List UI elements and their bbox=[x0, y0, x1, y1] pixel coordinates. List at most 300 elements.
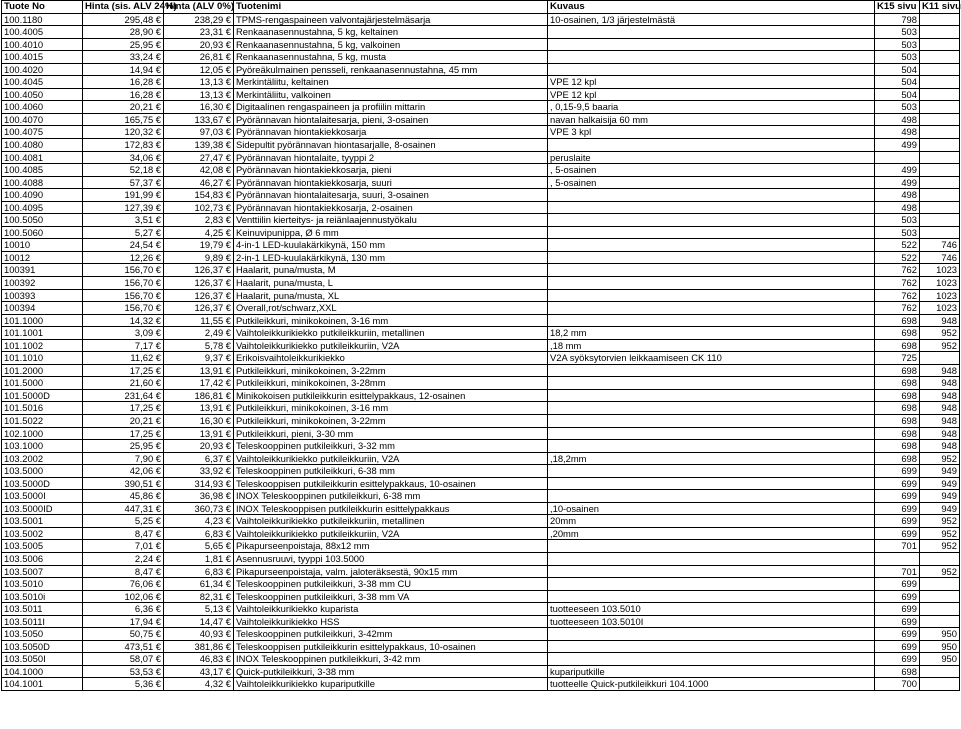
cell-price-excl-vat: 13,91 € bbox=[164, 364, 234, 377]
cell-product-name: Putkileikkuri, minikokoinen, 3-22mm bbox=[234, 364, 548, 377]
table-row bbox=[2, 640, 960, 653]
cell-price-incl-vat: 156,70 € bbox=[83, 289, 164, 302]
table-row bbox=[2, 490, 960, 503]
cell-k11-page bbox=[920, 678, 960, 691]
cell-k11-page bbox=[920, 138, 960, 151]
cell-description bbox=[548, 490, 875, 503]
cell-k15-page: 762 bbox=[875, 302, 920, 315]
cell-k15-page: 698 bbox=[875, 339, 920, 352]
cell-price-incl-vat: 172,83 € bbox=[83, 138, 164, 151]
cell-description: peruslaite bbox=[548, 151, 875, 164]
cell-k15-page: 504 bbox=[875, 63, 920, 76]
cell-product-no: 103.5050 bbox=[2, 628, 83, 641]
cell-product-no: 103.5002 bbox=[2, 527, 83, 540]
cell-product-no: 103.5006 bbox=[2, 553, 83, 566]
cell-product-name: Teleskooppinen putkileikkuri, 3-38 mm VA bbox=[234, 590, 548, 603]
cell-price-excl-vat: 40,93 € bbox=[164, 628, 234, 641]
cell-k15-page: 504 bbox=[875, 88, 920, 101]
cell-k11-page: 950 bbox=[920, 640, 960, 653]
cell-k11-page bbox=[920, 51, 960, 64]
cell-k15-page: 698 bbox=[875, 440, 920, 453]
cell-description bbox=[548, 565, 875, 578]
cell-product-name: Haalarit, puna/musta, XL bbox=[234, 289, 548, 302]
cell-product-no: 101.1000 bbox=[2, 314, 83, 327]
cell-k11-page: 948 bbox=[920, 440, 960, 453]
cell-price-incl-vat: 5,36 € bbox=[83, 678, 164, 691]
cell-product-no: 100.4045 bbox=[2, 76, 83, 89]
cell-price-incl-vat: 17,25 € bbox=[83, 427, 164, 440]
cell-price-excl-vat: 4,25 € bbox=[164, 226, 234, 239]
cell-product-no: 102.1000 bbox=[2, 427, 83, 440]
cell-description bbox=[548, 251, 875, 264]
cell-k11-page: 949 bbox=[920, 502, 960, 515]
table-row bbox=[2, 113, 960, 126]
cell-price-excl-vat: 17,42 € bbox=[164, 377, 234, 390]
cell-product-name: Pikapurseenpoistaja, 88x12 mm bbox=[234, 540, 548, 553]
table-row bbox=[2, 427, 960, 440]
cell-k15-page: 503 bbox=[875, 226, 920, 239]
cell-description bbox=[548, 389, 875, 402]
cell-product-no: 104.1001 bbox=[2, 678, 83, 691]
cell-price-excl-vat: 102,73 € bbox=[164, 201, 234, 214]
table-row bbox=[2, 214, 960, 227]
cell-description bbox=[548, 364, 875, 377]
cell-k15-page: 698 bbox=[875, 327, 920, 340]
cell-k11-page: 1023 bbox=[920, 302, 960, 315]
cell-k11-page: 948 bbox=[920, 364, 960, 377]
cell-product-name: INOX Teleskooppinen putkileikkuri, 3-42 mm bbox=[234, 653, 548, 666]
cell-price-incl-vat: 12,26 € bbox=[83, 251, 164, 264]
table-row bbox=[2, 51, 960, 64]
cell-description bbox=[548, 214, 875, 227]
cell-product-name: Teleskooppisen putkileikkurin esittelypakkaus, 10-osainen bbox=[234, 477, 548, 490]
cell-product-name: Vaihtoleikkurikiekko kupariputkille bbox=[234, 678, 548, 691]
cell-k11-page: 949 bbox=[920, 490, 960, 503]
cell-description bbox=[548, 465, 875, 478]
cell-product-name: Pyörännavan hiontakiekkosarja, pieni bbox=[234, 164, 548, 177]
table-row bbox=[2, 314, 960, 327]
cell-price-excl-vat: 9,37 € bbox=[164, 352, 234, 365]
cell-product-name: TPMS-rengaspaineen valvontajärjestelmäsarja bbox=[234, 13, 548, 26]
header-description: Kuvaus bbox=[548, 1, 875, 14]
cell-description bbox=[548, 138, 875, 151]
cell-k15-page: 698 bbox=[875, 402, 920, 415]
table-row bbox=[2, 327, 960, 340]
cell-product-no: 100.1180 bbox=[2, 13, 83, 26]
cell-product-no: 100.5060 bbox=[2, 226, 83, 239]
cell-price-incl-vat: 16,28 € bbox=[83, 88, 164, 101]
cell-k15-page: 699 bbox=[875, 640, 920, 653]
cell-k11-page: 746 bbox=[920, 251, 960, 264]
cell-product-no: 103.5000I bbox=[2, 490, 83, 503]
cell-price-incl-vat: 58,07 € bbox=[83, 653, 164, 666]
cell-k11-page: 952 bbox=[920, 527, 960, 540]
cell-price-incl-vat: 102,06 € bbox=[83, 590, 164, 603]
cell-k11-page: 950 bbox=[920, 628, 960, 641]
cell-description: tuotteelle Quick-putkileikkuri 104.1000 bbox=[548, 678, 875, 691]
cell-price-incl-vat: 390,51 € bbox=[83, 477, 164, 490]
cell-k11-page: 949 bbox=[920, 465, 960, 478]
cell-price-excl-vat: 19,79 € bbox=[164, 239, 234, 252]
cell-description: , 5-osainen bbox=[548, 176, 875, 189]
cell-k11-page bbox=[920, 176, 960, 189]
cell-k11-page bbox=[920, 38, 960, 51]
header-product-no: Tuote No bbox=[2, 1, 83, 14]
cell-k11-page: 952 bbox=[920, 515, 960, 528]
cell-product-no: 100.4095 bbox=[2, 201, 83, 214]
cell-k15-page: 503 bbox=[875, 214, 920, 227]
cell-price-excl-vat: 126,37 € bbox=[164, 289, 234, 302]
cell-price-excl-vat: 5,13 € bbox=[164, 603, 234, 616]
cell-price-incl-vat: 11,62 € bbox=[83, 352, 164, 365]
cell-product-name: Vaihtoleikkurikiekko putkileikkuriin, V2A bbox=[234, 527, 548, 540]
cell-k15-page: 522 bbox=[875, 251, 920, 264]
cell-price-excl-vat: 126,37 € bbox=[164, 302, 234, 315]
cell-price-incl-vat: 3,51 € bbox=[83, 214, 164, 227]
header-price-incl-vat: Hinta (sis. ALV 24%) bbox=[83, 1, 164, 14]
cell-product-name: Pyörännavan hiontalaitesarja, suuri, 3-osainen bbox=[234, 189, 548, 202]
cell-k15-page: 762 bbox=[875, 264, 920, 277]
cell-price-incl-vat: 17,94 € bbox=[83, 615, 164, 628]
cell-product-name: Vaihtoleikkurikiekko putkileikkuriin, V2A bbox=[234, 452, 548, 465]
cell-price-incl-vat: 165,75 € bbox=[83, 113, 164, 126]
cell-product-no: 10010 bbox=[2, 239, 83, 252]
cell-description bbox=[548, 276, 875, 289]
cell-product-no: 103.5011I bbox=[2, 615, 83, 628]
table-row bbox=[2, 164, 960, 177]
cell-description: 18,2 mm bbox=[548, 327, 875, 340]
table-row bbox=[2, 402, 960, 415]
cell-product-name: INOX Teleskooppinen putkileikkuri, 6-38 mm bbox=[234, 490, 548, 503]
cell-k15-page: 498 bbox=[875, 126, 920, 139]
table-row bbox=[2, 665, 960, 678]
cell-product-no: 100.4050 bbox=[2, 88, 83, 101]
cell-price-incl-vat: 25,95 € bbox=[83, 440, 164, 453]
cell-price-incl-vat: 17,25 € bbox=[83, 364, 164, 377]
table-row bbox=[2, 603, 960, 616]
cell-product-name: Digitaalinen rengaspaineen ja profiilin mittarin bbox=[234, 101, 548, 114]
table-row bbox=[2, 302, 960, 315]
cell-price-excl-vat: 42,08 € bbox=[164, 164, 234, 177]
table-row bbox=[2, 226, 960, 239]
cell-price-incl-vat: 191,99 € bbox=[83, 189, 164, 202]
header-product-name: Tuotenimi bbox=[234, 1, 548, 14]
cell-description bbox=[548, 590, 875, 603]
cell-description: ,10-osainen bbox=[548, 502, 875, 515]
cell-price-excl-vat: 33,92 € bbox=[164, 465, 234, 478]
cell-description bbox=[548, 239, 875, 252]
cell-price-excl-vat: 6,37 € bbox=[164, 452, 234, 465]
cell-product-name: Venttiilin kierteitys- ja reiänlaajennustyökalu bbox=[234, 214, 548, 227]
cell-description bbox=[548, 189, 875, 202]
cell-k15-page: 503 bbox=[875, 26, 920, 39]
cell-k15-page: 698 bbox=[875, 427, 920, 440]
cell-k15-page: 699 bbox=[875, 615, 920, 628]
cell-product-no: 100394 bbox=[2, 302, 83, 315]
cell-price-excl-vat: 6,83 € bbox=[164, 565, 234, 578]
cell-description bbox=[548, 440, 875, 453]
cell-product-no: 103.5050I bbox=[2, 653, 83, 666]
cell-k15-page: 699 bbox=[875, 515, 920, 528]
cell-price-excl-vat: 97,03 € bbox=[164, 126, 234, 139]
cell-product-name: Renkaanasennustahna, 5 kg, musta bbox=[234, 51, 548, 64]
cell-price-excl-vat: 133,67 € bbox=[164, 113, 234, 126]
cell-k15-page: 698 bbox=[875, 377, 920, 390]
table-row bbox=[2, 138, 960, 151]
cell-product-no: 101.2000 bbox=[2, 364, 83, 377]
cell-k15-page: 498 bbox=[875, 189, 920, 202]
table-row bbox=[2, 63, 960, 76]
table-row bbox=[2, 239, 960, 252]
cell-price-incl-vat: 156,70 € bbox=[83, 264, 164, 277]
cell-description: kupariputkille bbox=[548, 665, 875, 678]
cell-price-incl-vat: 28,90 € bbox=[83, 26, 164, 39]
cell-price-incl-vat: 25,95 € bbox=[83, 38, 164, 51]
cell-product-name: Sidepultit pyörännavan hiontasarjalle, 8-osainen bbox=[234, 138, 548, 151]
cell-description bbox=[548, 377, 875, 390]
cell-description: , 0,15-9,5 baaria bbox=[548, 101, 875, 114]
cell-product-no: 100.4085 bbox=[2, 164, 83, 177]
table-body bbox=[2, 13, 960, 691]
cell-product-name: Renkaanasennustahna, 5 kg, keltainen bbox=[234, 26, 548, 39]
cell-price-incl-vat: 5,25 € bbox=[83, 515, 164, 528]
cell-description bbox=[548, 26, 875, 39]
cell-description bbox=[548, 578, 875, 591]
cell-product-no: 100392 bbox=[2, 276, 83, 289]
table-row bbox=[2, 527, 960, 540]
cell-k15-page: 699 bbox=[875, 465, 920, 478]
cell-product-no: 100391 bbox=[2, 264, 83, 277]
cell-price-excl-vat: 27,47 € bbox=[164, 151, 234, 164]
cell-price-incl-vat: 231,64 € bbox=[83, 389, 164, 402]
cell-price-incl-vat: 2,24 € bbox=[83, 553, 164, 566]
cell-k15-page: 798 bbox=[875, 13, 920, 26]
cell-product-no: 100.4070 bbox=[2, 113, 83, 126]
cell-price-incl-vat: 447,31 € bbox=[83, 502, 164, 515]
cell-price-excl-vat: 13,91 € bbox=[164, 427, 234, 440]
cell-price-incl-vat: 24,54 € bbox=[83, 239, 164, 252]
cell-k11-page bbox=[920, 151, 960, 164]
cell-product-no: 103.5010i bbox=[2, 590, 83, 603]
cell-description: ,18 mm bbox=[548, 339, 875, 352]
cell-k15-page: 699 bbox=[875, 590, 920, 603]
cell-k15-page: 698 bbox=[875, 389, 920, 402]
cell-k11-page: 952 bbox=[920, 452, 960, 465]
table-row bbox=[2, 201, 960, 214]
table-row bbox=[2, 440, 960, 453]
cell-k15-page: 699 bbox=[875, 527, 920, 540]
cell-k11-page bbox=[920, 615, 960, 628]
cell-product-name: Minikokoisen putkileikkurin esittelypakkaus, 12-osainen bbox=[234, 389, 548, 402]
cell-price-incl-vat: 50,75 € bbox=[83, 628, 164, 641]
cell-product-name: Pyörännavan hiontakiekkosarja bbox=[234, 126, 548, 139]
cell-k15-page: 503 bbox=[875, 101, 920, 114]
cell-description bbox=[548, 540, 875, 553]
cell-product-no: 100.4060 bbox=[2, 101, 83, 114]
cell-k15-page: 503 bbox=[875, 38, 920, 51]
cell-price-excl-vat: 13,91 € bbox=[164, 402, 234, 415]
cell-description: VPE 3 kpl bbox=[548, 126, 875, 139]
cell-price-incl-vat: 52,18 € bbox=[83, 164, 164, 177]
cell-price-excl-vat: 2,83 € bbox=[164, 214, 234, 227]
cell-description bbox=[548, 415, 875, 428]
cell-k15-page: 699 bbox=[875, 502, 920, 515]
cell-k15-page: 762 bbox=[875, 289, 920, 302]
cell-description: ,18,2mm bbox=[548, 452, 875, 465]
cell-product-name: Teleskooppinen putkileikkuri, 6-38 mm bbox=[234, 465, 548, 478]
cell-k11-page bbox=[920, 590, 960, 603]
cell-k15-page: 698 bbox=[875, 314, 920, 327]
cell-price-excl-vat: 238,29 € bbox=[164, 13, 234, 26]
price-list-table bbox=[1, 0, 960, 691]
table-row bbox=[2, 251, 960, 264]
cell-price-excl-vat: 36,98 € bbox=[164, 490, 234, 503]
cell-product-no: 100.4005 bbox=[2, 26, 83, 39]
cell-price-incl-vat: 17,25 € bbox=[83, 402, 164, 415]
cell-product-no: 103.5007 bbox=[2, 565, 83, 578]
cell-description: tuotteeseen 103.5010I bbox=[548, 615, 875, 628]
cell-price-excl-vat: 154,83 € bbox=[164, 189, 234, 202]
cell-k15-page: 700 bbox=[875, 678, 920, 691]
cell-product-name: Vaihtoleikkurikiekko HSS bbox=[234, 615, 548, 628]
cell-product-name: Merkintäliitu, valkoinen bbox=[234, 88, 548, 101]
table-row bbox=[2, 276, 960, 289]
cell-price-excl-vat: 16,30 € bbox=[164, 415, 234, 428]
cell-product-name: Pyöreäkulmainen pensseli, renkaanasennustahna, 45 mm bbox=[234, 63, 548, 76]
table-row bbox=[2, 515, 960, 528]
table-row bbox=[2, 465, 960, 478]
cell-k11-page: 948 bbox=[920, 427, 960, 440]
table-row bbox=[2, 126, 960, 139]
cell-price-excl-vat: 4,32 € bbox=[164, 678, 234, 691]
cell-product-no: 103.2002 bbox=[2, 452, 83, 465]
cell-price-excl-vat: 82,31 € bbox=[164, 590, 234, 603]
cell-product-no: 103.5011 bbox=[2, 603, 83, 616]
cell-k15-page: 699 bbox=[875, 477, 920, 490]
cell-product-name: Teleskooppinen putkileikkuri, 3-38 mm CU bbox=[234, 578, 548, 591]
cell-product-no: 100.4020 bbox=[2, 63, 83, 76]
cell-k11-page: 948 bbox=[920, 415, 960, 428]
cell-price-incl-vat: 3,09 € bbox=[83, 327, 164, 340]
cell-k15-page: 498 bbox=[875, 201, 920, 214]
cell-description bbox=[548, 302, 875, 315]
cell-price-excl-vat: 26,81 € bbox=[164, 51, 234, 64]
cell-price-excl-vat: 20,93 € bbox=[164, 38, 234, 51]
cell-price-incl-vat: 14,94 € bbox=[83, 63, 164, 76]
cell-price-excl-vat: 6,83 € bbox=[164, 527, 234, 540]
cell-description bbox=[548, 201, 875, 214]
cell-price-incl-vat: 33,24 € bbox=[83, 51, 164, 64]
cell-description bbox=[548, 628, 875, 641]
cell-price-incl-vat: 45,86 € bbox=[83, 490, 164, 503]
cell-description: 20mm bbox=[548, 515, 875, 528]
table-row bbox=[2, 176, 960, 189]
cell-product-no: 101.5000 bbox=[2, 377, 83, 390]
cell-product-name: INOX Teleskooppisen putkileikkurin esittelypakkaus bbox=[234, 502, 548, 515]
cell-product-no: 101.5022 bbox=[2, 415, 83, 428]
cell-product-name: Pikapurseenpoistaja, valm. jaloteräksestä, 90x15 mm bbox=[234, 565, 548, 578]
cell-k11-page: 1023 bbox=[920, 264, 960, 277]
cell-price-incl-vat: 156,70 € bbox=[83, 302, 164, 315]
cell-k11-page: 952 bbox=[920, 327, 960, 340]
cell-description: 10-osainen, 1/3 järjestelmästä bbox=[548, 13, 875, 26]
table-row bbox=[2, 578, 960, 591]
cell-product-name: Vaihtoleikkurikiekko putkileikkuriin, metallinen bbox=[234, 327, 548, 340]
cell-price-incl-vat: 53,53 € bbox=[83, 665, 164, 678]
table-row bbox=[2, 26, 960, 39]
cell-product-no: 103.5005 bbox=[2, 540, 83, 553]
cell-product-no: 101.1001 bbox=[2, 327, 83, 340]
table-row bbox=[2, 352, 960, 365]
cell-price-excl-vat: 11,55 € bbox=[164, 314, 234, 327]
cell-price-excl-vat: 2,49 € bbox=[164, 327, 234, 340]
cell-k15-page: 498 bbox=[875, 113, 920, 126]
cell-k15-page: 698 bbox=[875, 364, 920, 377]
cell-price-incl-vat: 120,32 € bbox=[83, 126, 164, 139]
cell-product-no: 103.5010 bbox=[2, 578, 83, 591]
cell-product-no: 100.4015 bbox=[2, 51, 83, 64]
cell-product-no: 100.4010 bbox=[2, 38, 83, 51]
cell-price-excl-vat: 5,78 € bbox=[164, 339, 234, 352]
table-row bbox=[2, 615, 960, 628]
cell-description bbox=[548, 477, 875, 490]
cell-description: VPE 12 kpl bbox=[548, 88, 875, 101]
cell-product-name: Putkileikkuri, minikokoinen, 3-16 mm bbox=[234, 402, 548, 415]
table-row bbox=[2, 628, 960, 641]
cell-product-name: 4-in-1 LED-kuulakärkikynä, 150 mm bbox=[234, 239, 548, 252]
cell-product-name: Pyörännavan hiontalaitesarja, pieni, 3-osainen bbox=[234, 113, 548, 126]
cell-price-incl-vat: 21,60 € bbox=[83, 377, 164, 390]
cell-price-excl-vat: 16,30 € bbox=[164, 101, 234, 114]
cell-description bbox=[548, 553, 875, 566]
cell-k15-page: 499 bbox=[875, 176, 920, 189]
cell-product-name: Vaihtoleikkurikiekko kuparista bbox=[234, 603, 548, 616]
cell-description bbox=[548, 226, 875, 239]
cell-k11-page bbox=[920, 13, 960, 26]
table-row bbox=[2, 590, 960, 603]
cell-k11-page: 948 bbox=[920, 402, 960, 415]
cell-k11-page bbox=[920, 26, 960, 39]
cell-product-no: 104.1000 bbox=[2, 665, 83, 678]
cell-k11-page bbox=[920, 352, 960, 365]
cell-product-name: 2-in-1 LED-kuulakärkikynä, 130 mm bbox=[234, 251, 548, 264]
cell-product-no: 103.5001 bbox=[2, 515, 83, 528]
cell-k11-page bbox=[920, 603, 960, 616]
cell-product-name: Merkintäliitu, keltainen bbox=[234, 76, 548, 89]
cell-price-incl-vat: 20,21 € bbox=[83, 415, 164, 428]
cell-price-excl-vat: 61,34 € bbox=[164, 578, 234, 591]
cell-price-excl-vat: 4,23 € bbox=[164, 515, 234, 528]
cell-k15-page: 698 bbox=[875, 415, 920, 428]
cell-price-excl-vat: 14,47 € bbox=[164, 615, 234, 628]
cell-description bbox=[548, 63, 875, 76]
cell-k15-page: 699 bbox=[875, 653, 920, 666]
cell-product-no: 100.4080 bbox=[2, 138, 83, 151]
cell-k15-page bbox=[875, 151, 920, 164]
table-row bbox=[2, 264, 960, 277]
cell-product-no: 101.5016 bbox=[2, 402, 83, 415]
cell-k11-page: 950 bbox=[920, 653, 960, 666]
table-row bbox=[2, 76, 960, 89]
cell-k11-page bbox=[920, 201, 960, 214]
cell-description: tuotteeseen 103.5010 bbox=[548, 603, 875, 616]
cell-price-excl-vat: 314,93 € bbox=[164, 477, 234, 490]
cell-price-incl-vat: 127,39 € bbox=[83, 201, 164, 214]
cell-price-incl-vat: 156,70 € bbox=[83, 276, 164, 289]
cell-product-name: Vaihtoleikkurikiekko putkileikkuriin, V2A bbox=[234, 339, 548, 352]
cell-description bbox=[548, 314, 875, 327]
cell-price-incl-vat: 20,21 € bbox=[83, 101, 164, 114]
